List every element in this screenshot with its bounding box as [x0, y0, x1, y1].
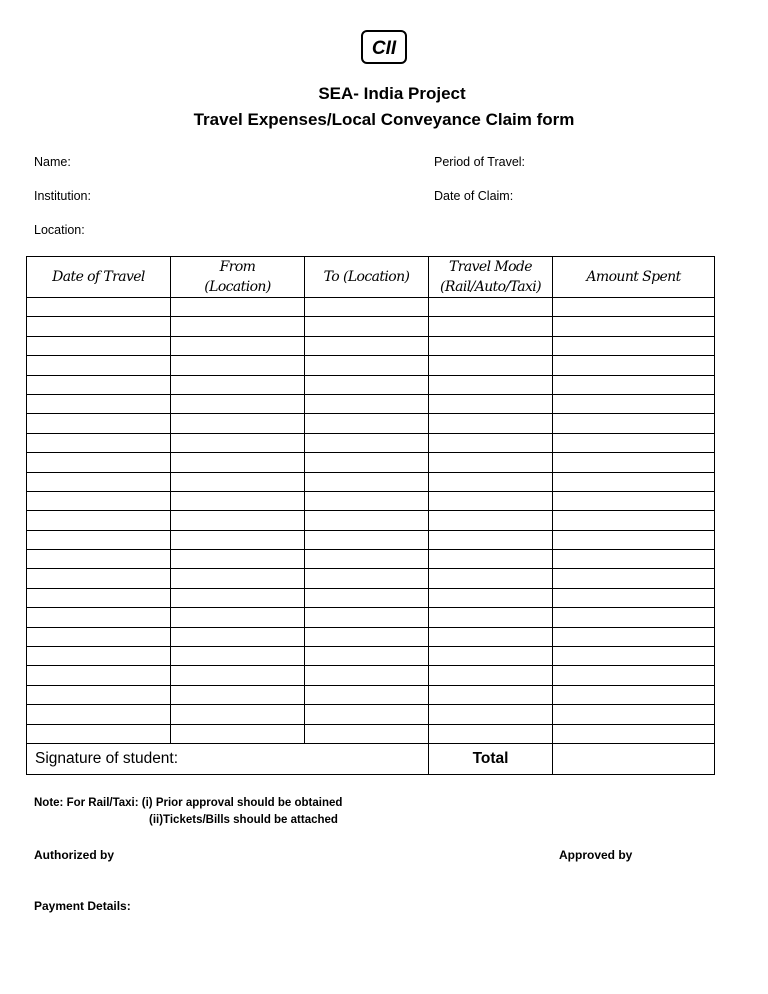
- table-cell[interactable]: [553, 608, 715, 627]
- table-cell[interactable]: [27, 627, 171, 646]
- table-cell[interactable]: [171, 491, 305, 510]
- table-cell[interactable]: [171, 356, 305, 375]
- table-row: [27, 569, 715, 588]
- table-cell[interactable]: [27, 724, 171, 743]
- name-label: Name:: [34, 155, 71, 169]
- table-cell[interactable]: [305, 375, 429, 394]
- table-cell[interactable]: [171, 724, 305, 743]
- table-row: [27, 491, 715, 510]
- table-cell[interactable]: [27, 647, 171, 666]
- table-cell[interactable]: [429, 647, 553, 666]
- table-cell[interactable]: [305, 550, 429, 569]
- table-cell[interactable]: [429, 317, 553, 336]
- table-cell[interactable]: [27, 569, 171, 588]
- table-cell[interactable]: [27, 705, 171, 724]
- table-cell[interactable]: [553, 550, 715, 569]
- table-cell[interactable]: [305, 588, 429, 607]
- table-cell[interactable]: [27, 433, 171, 452]
- table-row: [27, 511, 715, 530]
- table-cell[interactable]: [305, 724, 429, 743]
- table-cell[interactable]: [305, 433, 429, 452]
- table-row: [27, 472, 715, 491]
- table-cell[interactable]: [171, 705, 305, 724]
- table-cell[interactable]: [553, 472, 715, 491]
- table-cell[interactable]: [27, 453, 171, 472]
- table-row: [27, 317, 715, 336]
- table-cell[interactable]: [171, 608, 305, 627]
- table-cell[interactable]: [553, 491, 715, 510]
- table-cell[interactable]: [171, 685, 305, 704]
- logo-text: CII: [371, 38, 397, 59]
- table-cell[interactable]: [171, 588, 305, 607]
- table-row: [27, 298, 715, 317]
- table-cell[interactable]: [553, 569, 715, 588]
- table-cell[interactable]: [429, 530, 553, 549]
- table-cell[interactable]: [171, 569, 305, 588]
- table-row: [27, 453, 715, 472]
- table-cell[interactable]: [305, 491, 429, 510]
- table-cell[interactable]: [305, 453, 429, 472]
- table-cell[interactable]: [429, 550, 553, 569]
- table-cell[interactable]: [553, 724, 715, 743]
- table-cell[interactable]: [553, 627, 715, 646]
- table-cell[interactable]: [429, 356, 553, 375]
- table-cell[interactable]: [305, 569, 429, 588]
- cii-logo: [361, 30, 407, 64]
- total-label: Total: [429, 743, 553, 774]
- table-cell[interactable]: [553, 647, 715, 666]
- table-cell[interactable]: [429, 724, 553, 743]
- table-row: [27, 724, 715, 743]
- table-row: [27, 433, 715, 452]
- date-of-claim-label: Date of Claim:: [434, 189, 514, 203]
- table-cell[interactable]: [171, 511, 305, 530]
- table-row: [27, 336, 715, 355]
- table-cell[interactable]: [171, 433, 305, 452]
- table-cell[interactable]: [305, 627, 429, 646]
- table-cell[interactable]: [27, 317, 171, 336]
- table-cell[interactable]: [171, 666, 305, 685]
- table-cell[interactable]: [429, 685, 553, 704]
- table-cell[interactable]: [429, 705, 553, 724]
- table-cell[interactable]: [27, 530, 171, 549]
- table-cell[interactable]: [305, 414, 429, 433]
- header-date-of-travel: Date of Travel: [27, 257, 171, 298]
- table-row: [27, 647, 715, 666]
- institution-label: Institution:: [34, 189, 91, 203]
- table-cell[interactable]: [429, 472, 553, 491]
- table-row: [27, 550, 715, 569]
- table-cell[interactable]: [27, 685, 171, 704]
- table-row: [27, 627, 715, 646]
- table-cell[interactable]: [305, 394, 429, 413]
- table-cell[interactable]: [171, 414, 305, 433]
- table-cell[interactable]: [171, 317, 305, 336]
- table-cell[interactable]: [171, 627, 305, 646]
- table-cell[interactable]: [171, 394, 305, 413]
- approved-by-label: Approved by: [559, 848, 633, 862]
- note-line-2: (ii)Tickets/Bills should be attached: [149, 814, 338, 826]
- table-cell[interactable]: [27, 666, 171, 685]
- table-row: [27, 666, 715, 685]
- table-cell[interactable]: [27, 491, 171, 510]
- table-cell[interactable]: [553, 336, 715, 355]
- table-cell[interactable]: [429, 336, 553, 355]
- table-header-row: [27, 257, 715, 298]
- table-cell[interactable]: [305, 317, 429, 336]
- table-cell[interactable]: [553, 511, 715, 530]
- table-cell[interactable]: [171, 375, 305, 394]
- total-amount-cell[interactable]: [553, 743, 715, 774]
- table-cell[interactable]: [27, 356, 171, 375]
- table-cell[interactable]: [429, 666, 553, 685]
- table-cell[interactable]: [429, 394, 553, 413]
- table-cell[interactable]: [553, 666, 715, 685]
- table-cell[interactable]: [305, 298, 429, 317]
- table-cell[interactable]: [171, 530, 305, 549]
- expense-table: [26, 256, 715, 775]
- header-travel-mode: Travel Mode (Rail/Auto/Taxi): [429, 257, 553, 298]
- table-cell[interactable]: [553, 394, 715, 413]
- table-cell[interactable]: [429, 414, 553, 433]
- header-amount-spent: Amount Spent: [553, 257, 715, 298]
- table-cell[interactable]: [553, 433, 715, 452]
- table-cell[interactable]: [171, 298, 305, 317]
- table-row: [27, 414, 715, 433]
- signature-row: [27, 743, 715, 774]
- form-title-project: SEA- India Project: [318, 84, 466, 103]
- table-cell[interactable]: [553, 685, 715, 704]
- table-cell[interactable]: [27, 550, 171, 569]
- table-row: [27, 685, 715, 704]
- table-cell[interactable]: [27, 511, 171, 530]
- table-cell[interactable]: [27, 394, 171, 413]
- table-cell[interactable]: [305, 666, 429, 685]
- table-cell[interactable]: [429, 433, 553, 452]
- table-cell[interactable]: [429, 608, 553, 627]
- table-cell[interactable]: [553, 530, 715, 549]
- table-cell[interactable]: [553, 705, 715, 724]
- period-of-travel-label: Period of Travel:: [434, 155, 526, 169]
- table-row: [27, 356, 715, 375]
- table-cell[interactable]: [27, 298, 171, 317]
- table-cell[interactable]: [553, 298, 715, 317]
- table-cell[interactable]: [429, 375, 553, 394]
- table-cell[interactable]: [305, 530, 429, 549]
- table-cell[interactable]: [429, 569, 553, 588]
- table-cell[interactable]: [305, 472, 429, 491]
- table-cell[interactable]: [171, 472, 305, 491]
- table-row: [27, 530, 715, 549]
- table-cell[interactable]: [27, 608, 171, 627]
- payment-details-label: Payment Details:: [34, 899, 131, 913]
- authorized-by-label: Authorized by: [34, 848, 114, 862]
- table-cell[interactable]: [305, 356, 429, 375]
- table-row: [27, 394, 715, 413]
- note-line-1: Note: For Rail/Taxi: (i) Prior approval should be obtained: [34, 797, 343, 809]
- table-row: [27, 705, 715, 724]
- table-cell[interactable]: [553, 375, 715, 394]
- table-row: [27, 588, 715, 607]
- table-cell[interactable]: [27, 336, 171, 355]
- table-cell[interactable]: [27, 414, 171, 433]
- table-cell[interactable]: [171, 453, 305, 472]
- table-row: [27, 375, 715, 394]
- table-row: [27, 608, 715, 627]
- table-cell[interactable]: [305, 705, 429, 724]
- table-cell[interactable]: [305, 685, 429, 704]
- table-cell[interactable]: [429, 511, 553, 530]
- location-label: Location:: [34, 223, 85, 237]
- table-cell[interactable]: [429, 453, 553, 472]
- table-cell[interactable]: [171, 647, 305, 666]
- table-cell[interactable]: [429, 491, 553, 510]
- table-cell[interactable]: [553, 414, 715, 433]
- table-cell[interactable]: [305, 336, 429, 355]
- header-from-location: From (Location): [171, 257, 305, 298]
- header-to-location: To (Location): [305, 257, 429, 298]
- table-cell[interactable]: [553, 588, 715, 607]
- table-cell[interactable]: [305, 647, 429, 666]
- table-cell[interactable]: [305, 608, 429, 627]
- table-cell[interactable]: [429, 627, 553, 646]
- form-title: Travel Expenses/Local Conveyance Claim form: [193, 110, 575, 129]
- table-cell[interactable]: [305, 511, 429, 530]
- table-cell[interactable]: [171, 336, 305, 355]
- table-cell[interactable]: [553, 317, 715, 336]
- table-cell[interactable]: [429, 588, 553, 607]
- table-cell[interactable]: [27, 375, 171, 394]
- signature-label: Signature of student:: [27, 743, 429, 774]
- table-cell[interactable]: [553, 453, 715, 472]
- table-cell[interactable]: [553, 356, 715, 375]
- table-cell[interactable]: [27, 588, 171, 607]
- table-cell[interactable]: [27, 472, 171, 491]
- table-cell[interactable]: [429, 298, 553, 317]
- table-cell[interactable]: [171, 550, 305, 569]
